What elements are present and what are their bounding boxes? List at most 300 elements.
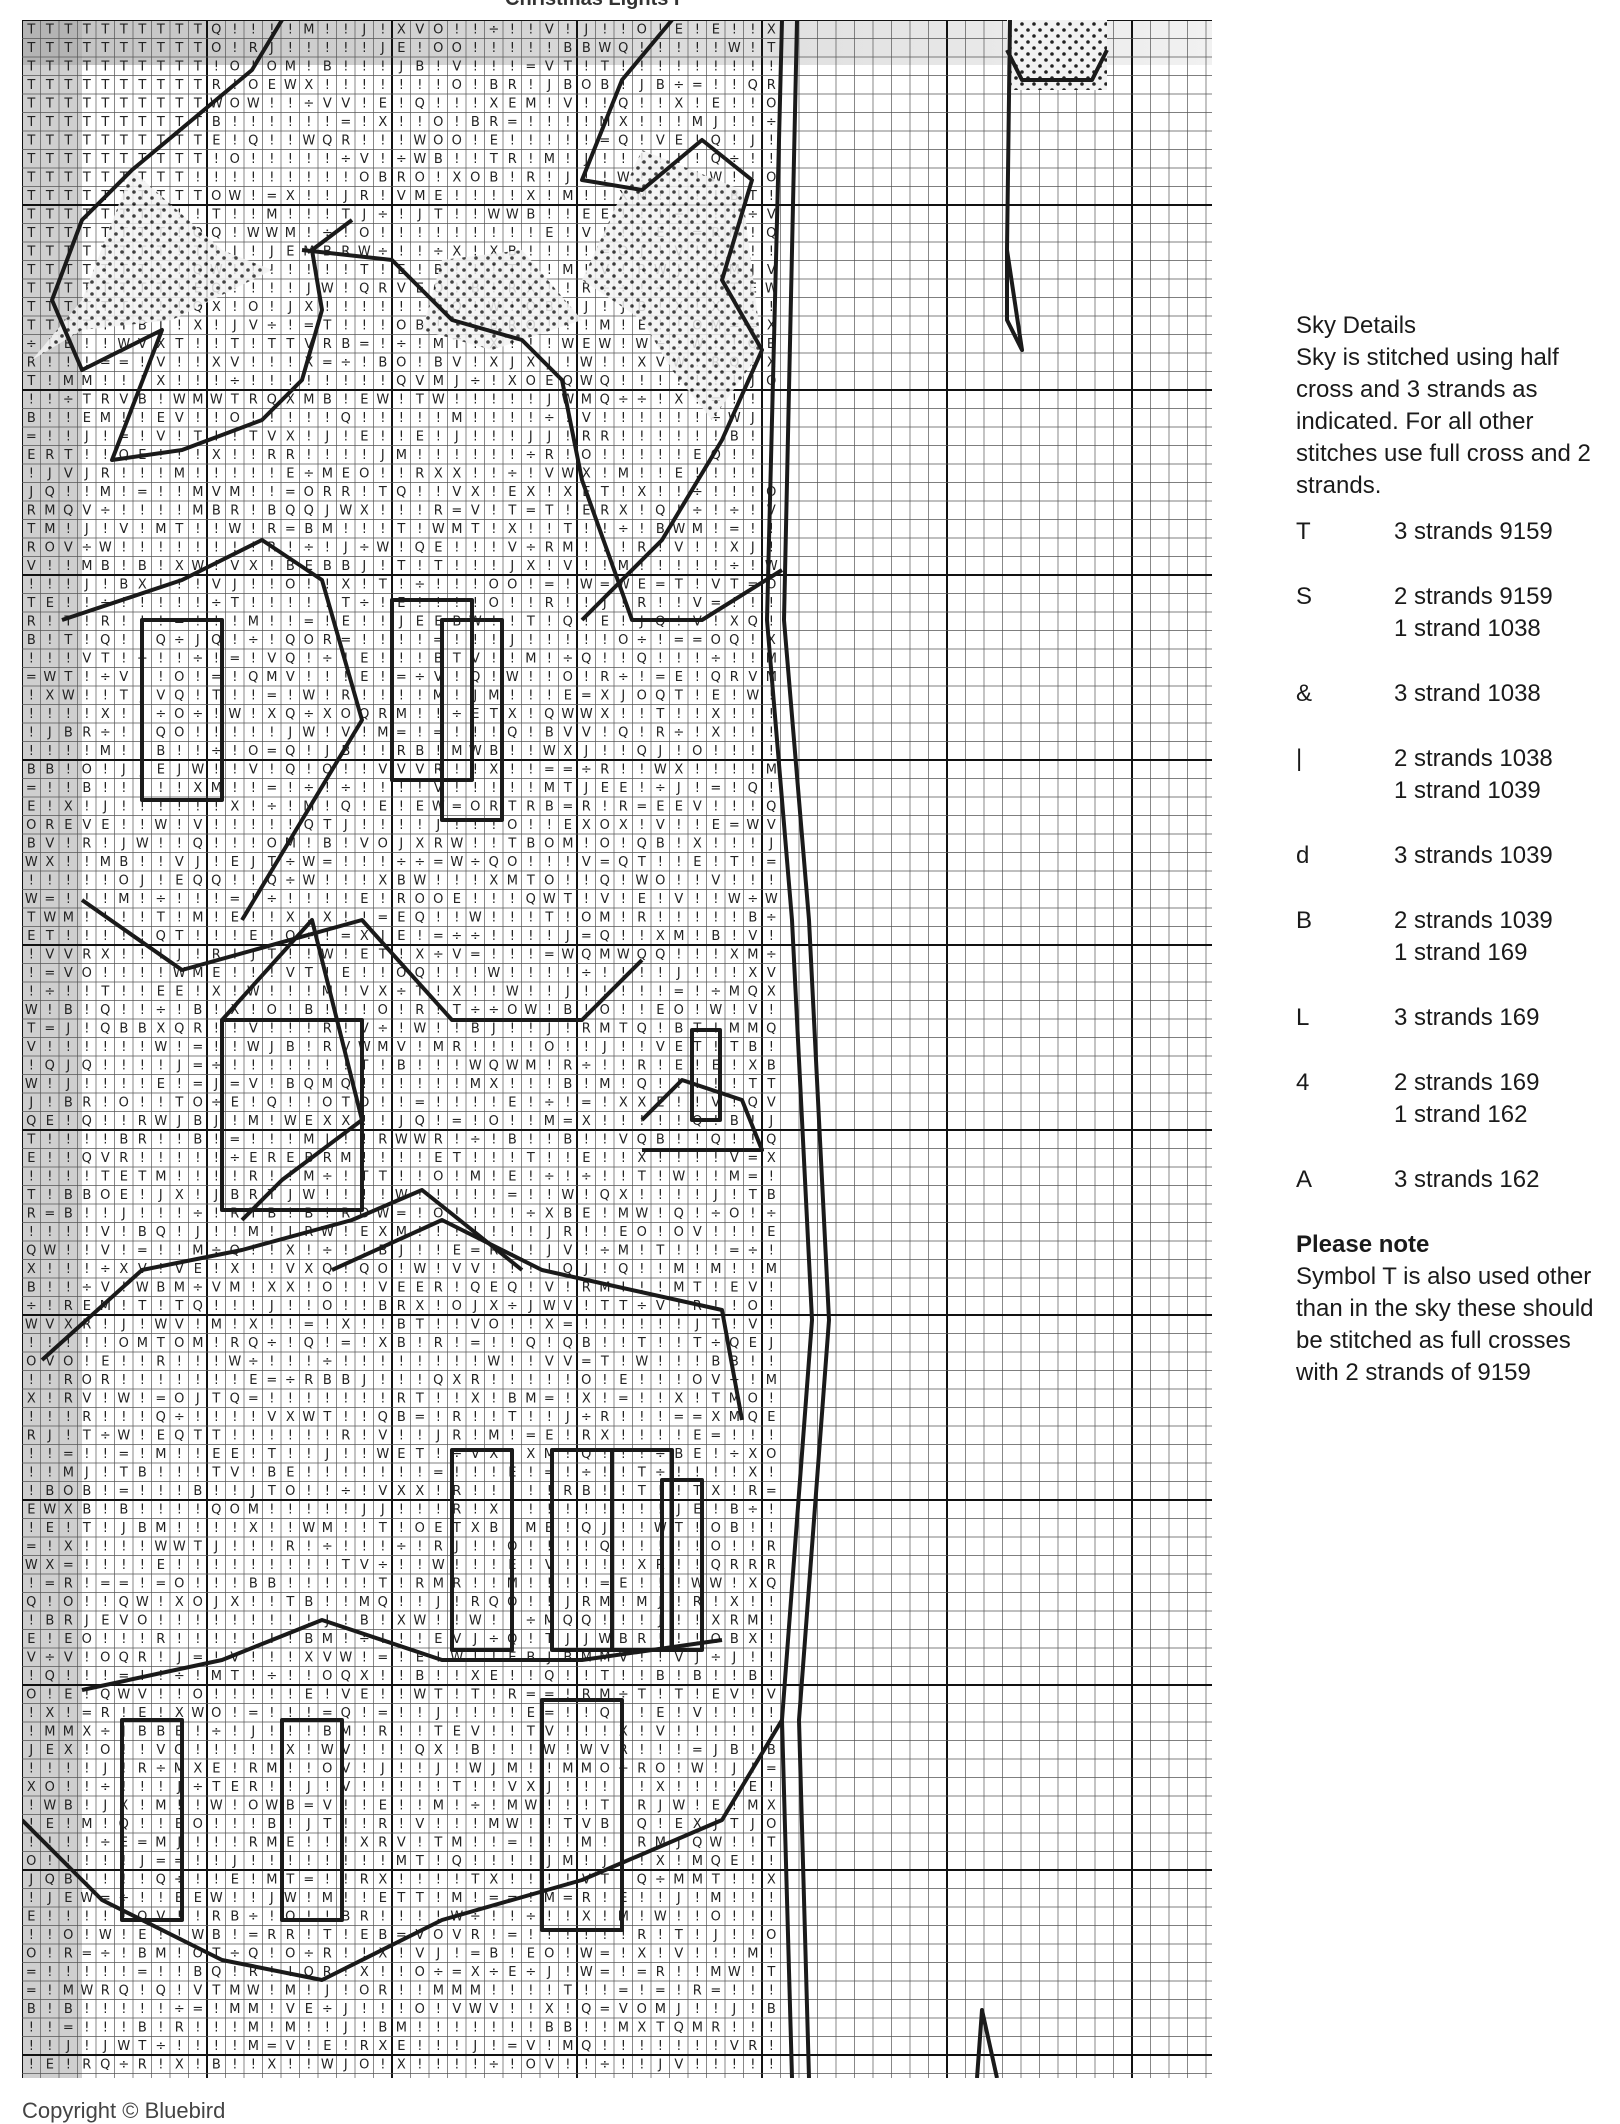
stitch-symbol: M <box>673 1280 684 1295</box>
stitch-symbol: J <box>657 1798 662 1813</box>
stitch-symbol: ! <box>362 1447 367 1462</box>
stitch-symbol: ! <box>121 1743 126 1758</box>
stitch-symbol: ÷ <box>488 1632 499 1647</box>
stitch-symbol: ! <box>121 503 126 518</box>
stitch-symbol: V <box>101 1280 110 1295</box>
stitch-symbol: ! <box>769 1521 774 1536</box>
stitch-symbol: ! <box>325 1502 330 1517</box>
stitch-symbol: ! <box>750 1761 755 1776</box>
stitch-symbol: ! <box>658 1484 663 1499</box>
stitch-symbol: ! <box>103 2002 108 2017</box>
stitch-symbol: ! <box>288 984 293 999</box>
stitch-symbol: ! <box>399 1003 404 1018</box>
stitch-symbol: ! <box>658 1687 663 1702</box>
stitch-symbol: J <box>713 1928 718 1943</box>
stitch-symbol: ! <box>713 1169 718 1184</box>
stitch-symbol: M <box>747 1613 758 1628</box>
stitch-symbol: ! <box>417 41 422 56</box>
key-description: 3 strands 162 <box>1394 1164 1539 1196</box>
stitch-symbol: ! <box>436 1650 441 1665</box>
stitch-symbol: M <box>544 1447 555 1462</box>
stitch-symbol: ! <box>436 596 441 611</box>
stitch-symbol: ÷ <box>488 22 499 37</box>
stitch-symbol: ! <box>454 1021 459 1036</box>
stitch-symbol: ! <box>528 1040 533 1055</box>
stitch-symbol: ! <box>380 1188 385 1203</box>
stitch-symbol: W <box>709 1835 722 1850</box>
stitch-symbol: ! <box>417 596 422 611</box>
stitch-symbol: ! <box>602 1169 607 1184</box>
stitch-symbol: ! <box>195 984 200 999</box>
stitch-symbol: J <box>287 1225 292 1240</box>
stitch-symbol: T <box>637 1465 646 1480</box>
stitch-symbol: ! <box>269 411 274 426</box>
stitch-symbol: ! <box>232 1724 237 1739</box>
stitch-symbol: ! <box>214 1872 219 1887</box>
stitch-symbol: B <box>138 1724 147 1739</box>
stitch-symbol: ! <box>103 1465 108 1480</box>
stitch-symbol: ! <box>602 1909 607 1924</box>
stitch-symbol: ! <box>473 2057 478 2072</box>
stitch-symbol: O <box>267 836 277 851</box>
stitch-symbol: ! <box>306 1891 311 1906</box>
stitch-symbol: R <box>64 1946 73 1961</box>
stitch-symbol: ! <box>713 485 718 500</box>
stitch-symbol: E <box>175 873 183 888</box>
stitch-symbol: ! <box>658 1021 663 1036</box>
stitch-symbol: ! <box>491 1854 496 1869</box>
stitch-symbol: T <box>82 133 91 148</box>
stitch-symbol: ÷ <box>470 1909 481 1924</box>
stitch-symbol: ! <box>306 1058 311 1073</box>
stitch-symbol: O <box>359 1206 369 1221</box>
stitch-symbol: ! <box>436 170 441 185</box>
stitch-symbol: ! <box>269 1650 274 1665</box>
stitch-symbol: ÷ <box>692 503 703 518</box>
stitch-symbol: T <box>174 96 183 111</box>
stitch-symbol: ! <box>621 1003 626 1018</box>
stitch-symbol: R <box>452 1484 461 1499</box>
stitch-symbol: E <box>656 1706 664 1721</box>
stitch-symbol: ! <box>177 1132 182 1147</box>
stitch-symbol: W <box>561 947 574 962</box>
stitch-symbol: ! <box>177 1243 182 1258</box>
stitch-symbol: ! <box>140 1428 145 1443</box>
stitch-symbol: ! <box>362 966 367 981</box>
stitch-symbol: X <box>674 1391 683 1406</box>
stitch-symbol: ! <box>473 1410 478 1425</box>
stitch-symbol: ! <box>417 1040 422 1055</box>
stitch-symbol: V <box>212 485 221 500</box>
stitch-symbol: R <box>730 670 739 685</box>
stitch-symbol: V <box>378 1484 387 1499</box>
stitch-symbol: ! <box>621 152 626 167</box>
stitch-symbol: ÷ <box>340 1484 351 1499</box>
stitch-symbol: T <box>600 1872 609 1887</box>
key-symbol: A <box>1296 1164 1394 1196</box>
stitch-symbol: M <box>692 1872 703 1887</box>
stitch-symbol: ! <box>510 1077 515 1092</box>
stitch-symbol: V <box>674 1650 683 1665</box>
stitch-symbol: ! <box>621 744 626 759</box>
stitch-symbol: ! <box>528 818 533 833</box>
stitch-symbol: Q <box>470 1280 480 1295</box>
stitch-symbol: Q <box>415 910 425 925</box>
stitch-symbol: ! <box>325 1576 330 1591</box>
stitch-symbol: ! <box>288 596 293 611</box>
stitch-symbol: E <box>379 96 387 111</box>
stitch-symbol: X <box>415 1299 424 1314</box>
stitch-symbol: Q <box>119 1983 129 1998</box>
stitch-symbol: ! <box>84 929 89 944</box>
stitch-symbol: T <box>193 1428 202 1443</box>
stitch-symbol: O <box>304 633 314 648</box>
stitch-symbol: ! <box>84 337 89 352</box>
stitch-symbol: ! <box>288 1761 293 1776</box>
stitch-symbol: ! <box>695 1928 700 1943</box>
stitch-symbol: X <box>175 559 184 574</box>
stitch-symbol: ! <box>158 1484 163 1499</box>
stitch-symbol: ! <box>547 688 552 703</box>
stitch-symbol: ! <box>121 1373 126 1388</box>
stitch-symbol: T <box>82 22 91 37</box>
stitch-symbol: R <box>434 1280 443 1295</box>
stitch-symbol: ! <box>695 1095 700 1110</box>
stitch-symbol: ! <box>362 1761 367 1776</box>
stitch-symbol: M <box>340 1151 351 1166</box>
stitch-symbol: ! <box>621 59 626 74</box>
stitch-symbol: M <box>81 374 92 389</box>
stitch-symbol: B <box>45 1613 54 1628</box>
stitch-symbol: R <box>397 744 406 759</box>
stitch-symbol: ! <box>658 1262 663 1277</box>
stitch-symbol: E <box>46 596 54 611</box>
stitch-symbol: E <box>83 411 91 426</box>
stitch-symbol: ! <box>473 411 478 426</box>
stitch-symbol: ! <box>47 392 52 407</box>
stitch-symbol: ! <box>510 929 515 944</box>
key-symbol: d <box>1296 840 1394 872</box>
stitch-symbol: X <box>619 1724 628 1739</box>
stitch-symbol: X <box>249 1317 258 1332</box>
stitch-symbol: ! <box>103 1336 108 1351</box>
key-symbol: S <box>1296 581 1394 645</box>
stitch-symbol: J <box>713 1817 718 1832</box>
stitch-symbol: ! <box>103 929 108 944</box>
stitch-symbol: ! <box>621 651 626 666</box>
stitch-symbol: ! <box>602 725 607 740</box>
stitch-symbol: ! <box>491 1558 496 1573</box>
stitch-symbol: ! <box>362 1465 367 1480</box>
stitch-symbol: B <box>489 744 498 759</box>
stitch-symbol: ! <box>84 910 89 925</box>
stitch-symbol: = <box>118 1484 129 1499</box>
stitch-symbol: M <box>192 910 203 925</box>
stitch-symbol: ! <box>473 1465 478 1480</box>
stitch-symbol: M <box>192 392 203 407</box>
stitch-symbol: M <box>470 1169 481 1184</box>
stitch-symbol: ÷ <box>248 1354 259 1369</box>
stitch-symbol: ÷ <box>100 1835 111 1850</box>
stitch-symbol: ! <box>306 1706 311 1721</box>
stitch-symbol: ! <box>621 429 626 444</box>
stitch-symbol: B <box>230 1909 239 1924</box>
stitch-symbol: X <box>767 1798 776 1813</box>
stitch-symbol: ! <box>121 651 126 666</box>
stitch-symbol: M <box>451 1835 462 1850</box>
stitch-symbol: B <box>119 855 128 870</box>
stitch-symbol: X <box>748 1465 757 1480</box>
stitch-symbol: ! <box>565 1151 570 1166</box>
stitch-symbol: E <box>656 1095 664 1110</box>
stitch-symbol: R <box>27 1428 36 1443</box>
stitch-symbol: ! <box>769 1169 774 1184</box>
stitch-symbol: J <box>361 559 366 574</box>
stitch-symbol: X <box>249 1521 258 1536</box>
stitch-symbol: M <box>266 1835 277 1850</box>
stitch-symbol: ! <box>510 59 515 74</box>
stitch-symbol: M <box>100 855 111 870</box>
stitch-symbol: ! <box>639 59 644 74</box>
stitch-symbol: V <box>582 725 591 740</box>
stitch-symbol: T <box>267 1484 276 1499</box>
stitch-symbol: Q <box>193 836 203 851</box>
stitch-symbol: ! <box>639 133 644 148</box>
stitch-symbol: ! <box>565 1687 570 1702</box>
stitch-symbol: T <box>267 337 276 352</box>
stitch-symbol: ! <box>232 78 237 93</box>
stitch-symbol: Q <box>211 633 221 648</box>
stitch-symbol: ! <box>47 799 52 814</box>
stitch-symbol: M <box>544 1891 555 1906</box>
stitch-symbol: R <box>637 540 646 555</box>
stitch-symbol: R <box>563 1484 572 1499</box>
stitch-symbol: ! <box>158 855 163 870</box>
stitch-symbol: ! <box>695 577 700 592</box>
stitch-symbol: ! <box>343 1188 348 1203</box>
stitch-symbol: ! <box>491 1262 496 1277</box>
stitch-symbol: ! <box>214 614 219 629</box>
stitch-symbol: R <box>637 1798 646 1813</box>
stitch-symbol: E <box>379 1891 387 1906</box>
stitch-symbol: ! <box>195 1465 200 1480</box>
stitch-symbol: ! <box>232 133 237 148</box>
stitch-symbol: M <box>396 2020 407 2035</box>
stitch-symbol: ÷ <box>618 392 629 407</box>
stitch-symbol: ! <box>713 1243 718 1258</box>
stitch-symbol: V <box>101 1151 110 1166</box>
stitch-symbol: E <box>27 1502 35 1517</box>
stitch-symbol: ! <box>269 300 274 315</box>
stitch-symbol: ! <box>158 1780 163 1795</box>
stitch-symbol: ÷ <box>322 1539 333 1554</box>
stitch-symbol: T <box>45 152 54 167</box>
stitch-symbol: ! <box>195 1151 200 1166</box>
stitch-symbol: ! <box>380 189 385 204</box>
stitch-symbol: ! <box>399 244 404 259</box>
stitch-symbol: W <box>321 2057 334 2072</box>
stitch-symbol: ! <box>251 355 256 370</box>
stitch-symbol: J <box>269 1891 274 1906</box>
stitch-symbol: O <box>82 762 92 777</box>
stitch-symbol: V <box>286 670 295 685</box>
stitch-symbol: ! <box>214 1743 219 1758</box>
stitch-symbol: O <box>119 873 129 888</box>
stitch-symbol: J <box>602 596 607 611</box>
stitch-symbol: ! <box>491 59 496 74</box>
stitch-symbol: B <box>378 355 387 370</box>
stitch-symbol: M <box>636 1595 647 1610</box>
stitch-symbol: X <box>304 1650 313 1665</box>
stitch-symbol: W <box>654 1909 667 1924</box>
stitch-symbol: ! <box>713 1724 718 1739</box>
stitch-symbol: W <box>339 1650 352 1665</box>
stitch-symbol: ! <box>306 374 311 389</box>
stitch-symbol: ! <box>750 873 755 888</box>
stitch-symbol: ÷ <box>377 1558 388 1573</box>
stitch-symbol: ! <box>584 836 589 851</box>
stitch-symbol: O <box>378 836 388 851</box>
stitch-symbol: ! <box>343 1539 348 1554</box>
stitch-symbol: T <box>63 22 72 37</box>
stitch-symbol: B <box>304 522 313 537</box>
stitch-symbol: = <box>655 577 666 592</box>
stitch-symbol: ! <box>362 799 367 814</box>
stitch-symbol: O <box>119 1336 129 1351</box>
stitch-symbol: ! <box>676 1336 681 1351</box>
stitch-symbol: ! <box>528 1280 533 1295</box>
stitch-symbol: V <box>452 59 461 74</box>
stitch-symbol: ! <box>473 836 478 851</box>
stitch-symbol: X <box>489 1299 498 1314</box>
stitch-symbol: ! <box>232 1743 237 1758</box>
stitch-symbol: E <box>416 1280 424 1295</box>
stitch-symbol: ÷ <box>192 651 203 666</box>
stitch-symbol: ! <box>288 1780 293 1795</box>
stitch-symbol: ! <box>362 1391 367 1406</box>
stitch-symbol: ! <box>695 762 700 777</box>
stitch-symbol: E <box>360 1687 368 1702</box>
stitch-symbol: ! <box>251 1465 256 1480</box>
stitch-symbol: T <box>100 115 109 130</box>
stitch-symbol: ! <box>658 596 663 611</box>
stitch-symbol: Q <box>637 1077 647 1092</box>
stitch-symbol: E <box>767 1225 775 1240</box>
stitch-symbol: ! <box>269 1632 274 1647</box>
stitch-symbol: ! <box>491 633 496 648</box>
stitch-symbol: ! <box>84 1909 89 1924</box>
stitch-symbol: O <box>322 1095 332 1110</box>
stitch-symbol: ! <box>769 392 774 407</box>
stitch-symbol: V <box>545 2057 554 2072</box>
stitch-symbol: ÷ <box>192 1780 203 1795</box>
stitch-symbol: ! <box>195 725 200 740</box>
stitch-symbol: Q <box>248 1946 258 1961</box>
stitch-symbol: M <box>599 910 610 925</box>
stitch-symbol: ! <box>750 429 755 444</box>
stitch-symbol: T <box>378 1521 387 1536</box>
stitch-symbol: R <box>212 947 221 962</box>
stitch-symbol: R <box>415 1576 424 1591</box>
stitch-symbol: B <box>304 1595 313 1610</box>
stitch-symbol: ! <box>362 1280 367 1295</box>
stitch-symbol: ! <box>47 1835 52 1850</box>
stitch-symbol: O <box>45 540 55 555</box>
stitch-symbol: ! <box>84 448 89 463</box>
stitch-symbol: ! <box>547 651 552 666</box>
stitch-symbol: ! <box>491 1465 496 1480</box>
stitch-symbol: ! <box>528 1632 533 1647</box>
stitch-symbol: O <box>507 818 517 833</box>
stitch-symbol: E <box>305 559 313 574</box>
stitch-symbol: ! <box>121 1114 126 1129</box>
stitch-symbol: ! <box>343 1576 348 1591</box>
stitch-symbol: ! <box>288 1687 293 1702</box>
stitch-symbol: ! <box>362 1077 367 1092</box>
stitch-symbol: E <box>360 670 368 685</box>
stitch-symbol: ! <box>325 1687 330 1702</box>
stitch-symbol: ÷ <box>322 226 333 241</box>
stitch-symbol: T <box>45 22 54 37</box>
stitch-symbol: ! <box>66 873 71 888</box>
stitch-symbol: ! <box>343 1891 348 1906</box>
stitch-symbol: ! <box>121 744 126 759</box>
stitch-symbol: T <box>119 133 128 148</box>
stitch-symbol: ! <box>66 744 71 759</box>
stitch-symbol: Q <box>637 947 647 962</box>
stitch-symbol: ÷ <box>655 1447 666 1462</box>
stitch-symbol: M <box>562 263 573 278</box>
stitch-symbol: E <box>360 651 368 666</box>
stitch-symbol: X <box>489 96 498 111</box>
stitch-symbol: ! <box>399 115 404 130</box>
stitch-symbol: ! <box>491 1336 496 1351</box>
stitch-symbol: T <box>563 781 572 796</box>
stitch-symbol: J <box>713 115 718 130</box>
stitch-symbol: B <box>471 1743 480 1758</box>
stitch-symbol: ! <box>713 966 718 981</box>
hill-line-1 <box>42 1190 522 1360</box>
stitch-symbol: V <box>138 337 147 352</box>
stitch-symbol: = <box>100 355 111 370</box>
stitch-symbol: J <box>361 1373 366 1388</box>
stitch-symbol: W <box>302 1410 315 1425</box>
stitch-symbol: ! <box>140 1632 145 1647</box>
stitch-symbol: ! <box>547 1003 552 1018</box>
stitch-symbol: Q <box>766 1132 776 1147</box>
stitch-symbol: ! <box>380 78 385 93</box>
stitch-symbol: T <box>378 1576 387 1591</box>
stitch-symbol: V <box>693 596 702 611</box>
stitch-symbol: M <box>470 1983 481 1998</box>
stitch-symbol: Q <box>341 1706 351 1721</box>
stitch-symbol: ! <box>84 1835 89 1850</box>
stitch-symbol: ! <box>565 1576 570 1591</box>
stitch-symbol: Q <box>526 1336 536 1351</box>
stitch-symbol: T <box>156 133 165 148</box>
stitch-symbol: T <box>82 226 91 241</box>
stitch-symbol: ! <box>491 392 496 407</box>
stitch-symbol: ! <box>380 744 385 759</box>
stitch-symbol: ! <box>380 522 385 537</box>
stitch-symbol: ! <box>306 59 311 74</box>
stitch-symbol: ! <box>454 392 459 407</box>
stitch-symbol: ! <box>639 1891 644 1906</box>
stitch-symbol: E <box>101 1613 109 1628</box>
stitch-symbol: T <box>285 337 294 352</box>
key-list <box>1296 516 1616 1196</box>
stitch-symbol: ! <box>454 1743 459 1758</box>
